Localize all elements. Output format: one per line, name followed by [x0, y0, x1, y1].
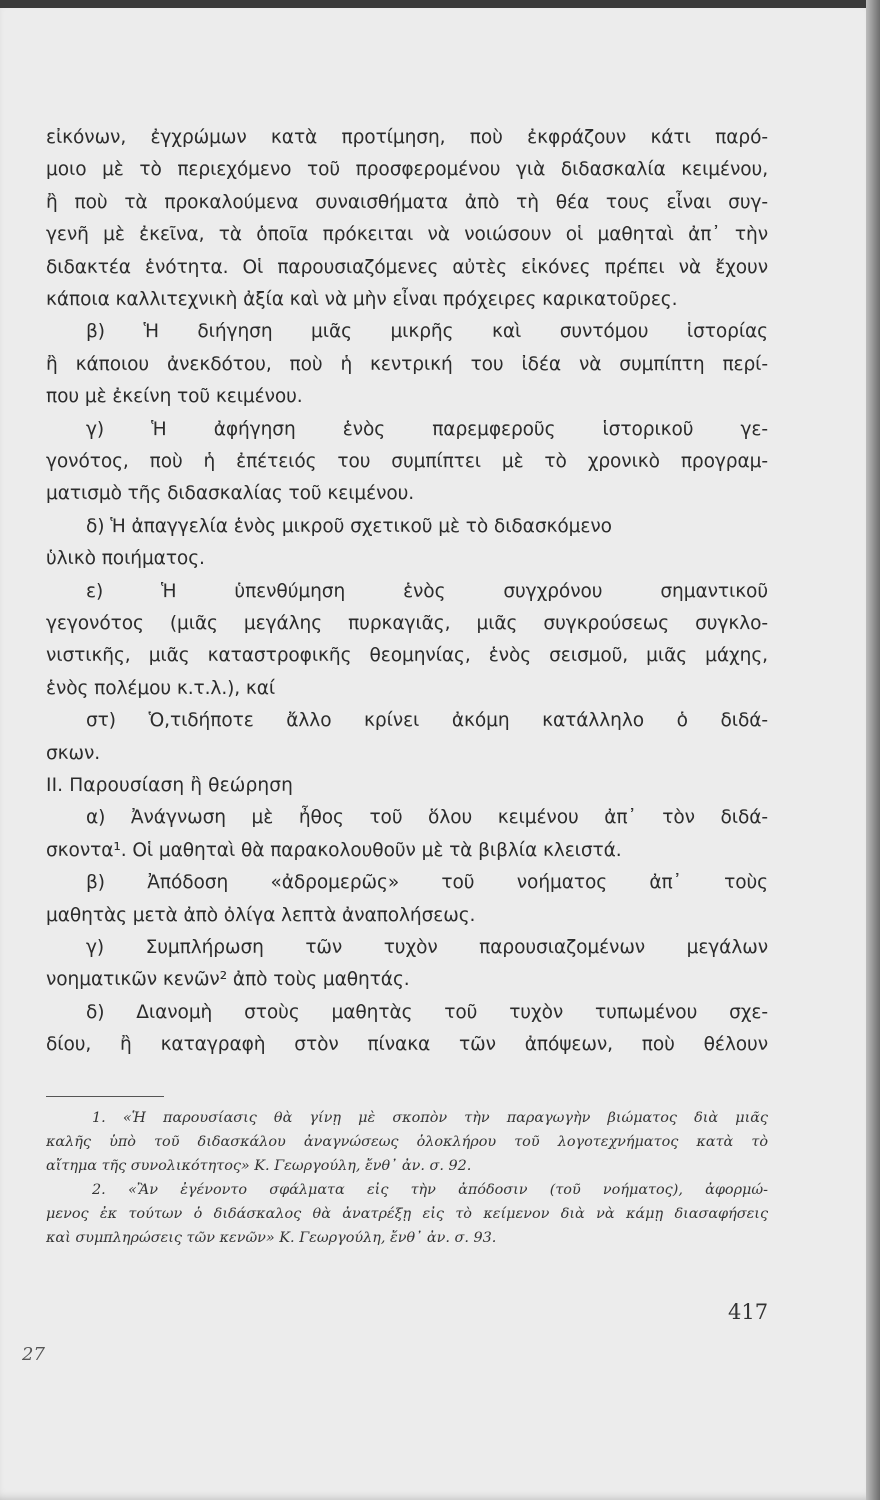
text-line: νοηματικῶν κενῶν² ἀπὸ τοὺς μαθητάς. [46, 969, 410, 991]
text-line: ἑνὸς πολέμου κ.τ.λ.), καί [46, 677, 276, 699]
text-line: μοιο μὲ τὸ περιεχόμενο τοῦ προσφερομένου γιὰ διδασκαλία κειμένου, [46, 159, 768, 181]
footnote-line: μενος ἐκ τούτων ὁ διδάσκαλος θὰ ἀνατρέξῃ εἰς τὸ κείμενον διὰ νὰ κάμῃ διασαφήσεις [46, 1206, 768, 1222]
text-line: γεγονότος (μιᾶς μεγάλης πυρκαγιᾶς, μιᾶς συγκρούσεως συγκλο- [46, 612, 768, 634]
text-line: δ) Ἡ ἀπαγγελία ἑνὸς μικροῦ σχετικοῦ μὲ τὸ διδασκόμενο [86, 515, 612, 537]
text-line: ἢ ποὺ τὰ προκαλούμενα συναισθήματα ἀπὸ τὴ θέα τους εἶναι συγ- [46, 191, 768, 213]
main-text [46, 122, 768, 1062]
text-line: εἰκόνων, ἐγχρώμων κατὰ προτίμηση, ποὺ ἐκφράζουν κάτι παρό- [46, 127, 768, 148]
text-line: β) Ἀπόδοση «ἀδρομερῶς» τοῦ νοήματος ἀπ᾽ τοὺς [86, 872, 768, 894]
footnote-line: αἴτημα τῆς συνολικότητος» Κ. Γεωργούλη, ἔνθ᾽ ἀν. σ. 92. [46, 1158, 472, 1174]
text-line: γονότος, ποὺ ἡ ἐπέτειός του συμπίπτει μὲ τὸ χρονικὸ προγραμ- [46, 450, 768, 472]
text-line: ε) Ἡ ὑπενθύμηση ἑνὸς συγχρόνου σημαντικοῦ [86, 580, 768, 602]
text-line: που μὲ ἐκείνη τοῦ κειμένου. [46, 386, 303, 408]
footnote-line: καὶ συμπληρώσεις τῶν κενῶν» Κ. Γεωργούλη, ἔνθ᾽ ἀν. σ. 93. [46, 1230, 497, 1246]
text-line: δ) Διανομὴ στοὺς μαθητὰς τοῦ τυχὸν τυπωμένου σχε- [86, 1001, 768, 1023]
text-line: μαθητὰς μετὰ ἀπὸ ὀλίγα λεπτὰ ἀναπολήσεως. [46, 904, 476, 926]
section-heading: II. Παρουσίαση ἢ θεώρηση [46, 774, 294, 796]
footnote-rule [46, 1096, 164, 1097]
text-line: β) Ἡ διήγηση μιᾶς μικρῆς καὶ συντόμου ἱστορίας [86, 321, 768, 343]
footnotes [46, 1106, 768, 1250]
footnote-line: 2. «Ἂν ἐγένοντο σφάλματα εἰς τὴν ἀπόδοσιν (τοῦ νοήματος), ἀφορμώ- [92, 1182, 768, 1198]
text-line: ματισμὸ τῆς διδασκαλίας τοῦ κειμένου. [46, 483, 415, 505]
scan-top-edge [0, 0, 880, 8]
text-line: γενῆ μὲ ἐκεῖνα, τὰ ὁποῖα πρόκειται νὰ νοιώσουν οἱ μαθηταὶ ἀπ᾽ τὴν [46, 224, 768, 246]
text-line: σκων. [46, 742, 101, 764]
footnote-line: 1. «Ἡ παρουσίασις θὰ γίνῃ μὲ σκοπὸν τὴν παραγωγὴν βιώματος διὰ μιᾶς [92, 1110, 768, 1126]
text-line: σκοντα¹. Οἱ μαθηταὶ θὰ παρακολουθοῦν μὲ τὰ βιβλία κλειστά. [46, 839, 622, 861]
scan-right-edge [866, 0, 880, 1500]
text-line: διδακτέα ἑνότητα. Οἱ παρουσιαζόμενες αὐτὲς εἰκόνες πρέπει νὰ ἔχουν [46, 256, 768, 278]
text-line: ὑλικὸ ποιήματος. [46, 548, 205, 570]
text-line: κάποια καλλιτεχνικὴ ἀξία καὶ νὰ μὴν εἶναι πρόχειρες καρικατοῦρες. [46, 288, 678, 310]
text-line: ἢ κάποιου ἀνεκδότου, ποὺ ἡ κεντρική του ἰδέα νὰ συμπίπτη περί- [46, 353, 768, 375]
text-line: α) Ἀνάγνωση μὲ ἦθος τοῦ ὅλου κειμένου ἀπ᾽ τὸν διδά- [86, 807, 768, 829]
footnote-line: καλῆς ὑπὸ τοῦ διδασκάλου ἀναγνώσεως ὁλοκλήρου τοῦ λογοτεχνήματος κατὰ τὸ [46, 1134, 768, 1150]
page-number: 417 [728, 1300, 769, 1324]
text-line: γ) Ἡ ἀφήγηση ἑνὸς παρεμφεροῦς ἱστορικοῦ γε- [86, 418, 768, 440]
text-line: γ) Συμπλήρωση τῶν τυχὸν παρουσιαζομένων μεγάλων [86, 936, 768, 958]
text-line: νιστικῆς, μιᾶς καταστροφικῆς θεομηνίας, ἑνὸς σεισμοῦ, μιᾶς μάχης, [46, 645, 768, 667]
text-line: δίου, ἢ καταγραφὴ στὸν πίνακα τῶν ἀπόψεων, ποὺ θέλουν [46, 1034, 768, 1056]
signature-mark: 27 [22, 1344, 45, 1365]
text-line: στ) Ὁ,τιδήποτε ἄλλο κρίνει ἀκόμη κατάλληλο ὁ διδά- [86, 710, 768, 732]
